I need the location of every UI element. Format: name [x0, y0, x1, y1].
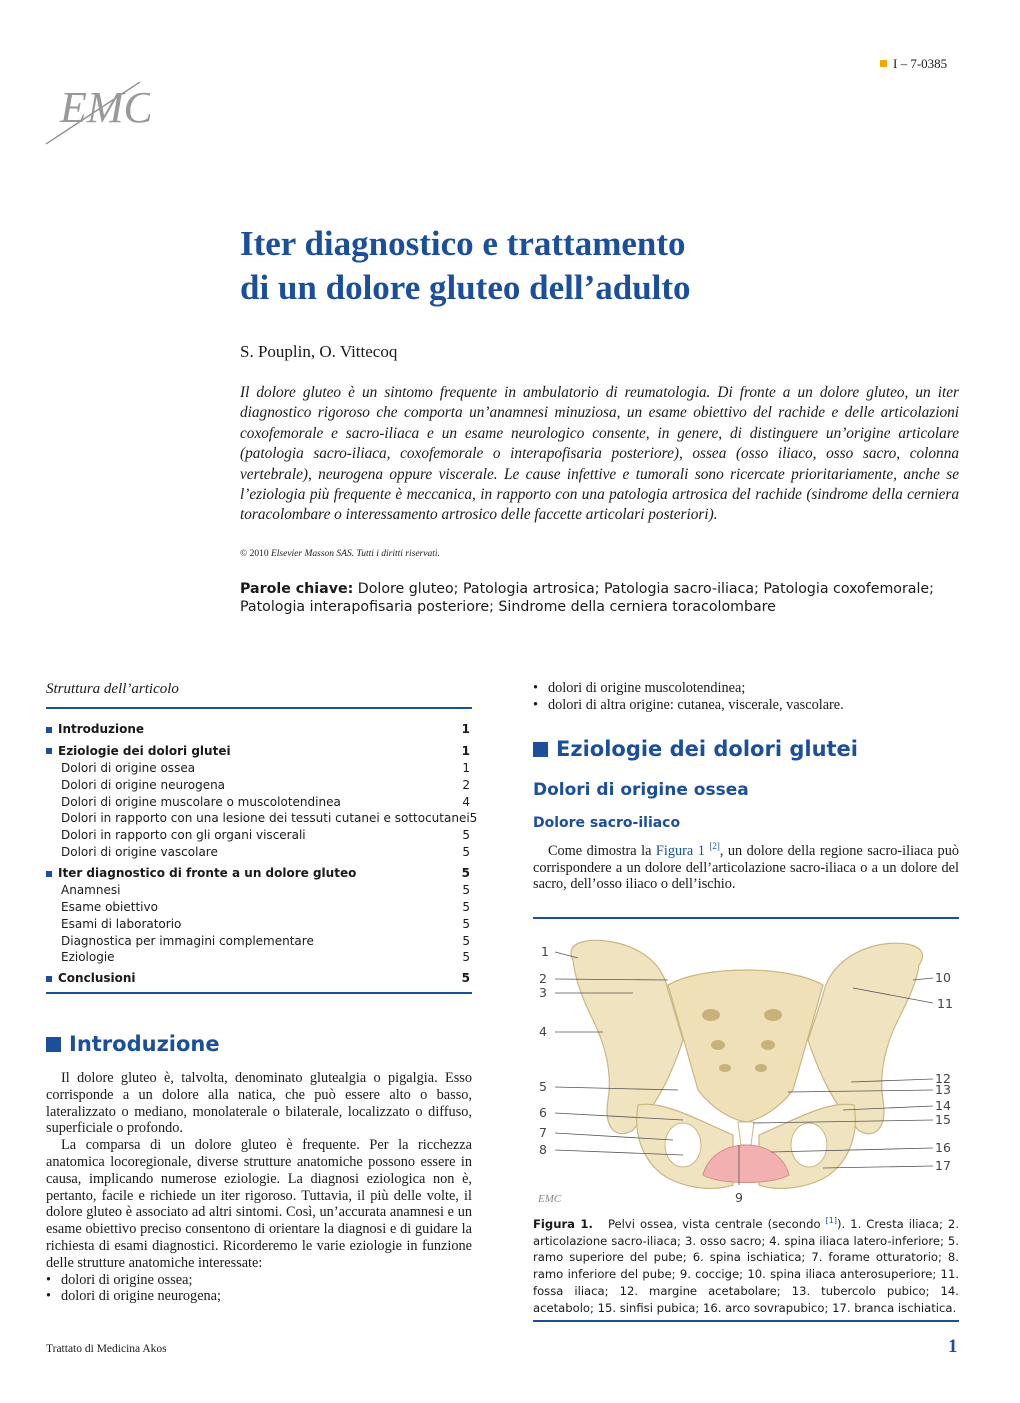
toc-item-label: Dolori di origine ossea: [61, 761, 196, 775]
bullet-list: [533, 680, 959, 714]
heading-square-icon: [46, 1037, 61, 1052]
figure-label: 4: [539, 1024, 547, 1039]
toc-item-page: 5: [469, 811, 478, 826]
toc-item[interactable]: [46, 865, 472, 883]
orange-square-icon: [880, 60, 887, 67]
toc-item-label: Introduzione: [46, 721, 144, 739]
toc-item-page: 5: [462, 883, 470, 898]
citation-link[interactable]: [1]: [825, 1216, 837, 1225]
toc-item-page: 2: [462, 777, 470, 792]
list-item: • dolori di origine ossea;: [46, 1272, 472, 1289]
toc-item[interactable]: [46, 949, 472, 966]
toc-item-page: 5: [462, 950, 470, 965]
toc-item-label: Anamnesi: [61, 883, 121, 898]
abstract: Il dolore gluteo è un sintomo frequente in ambulatorio di reumatologia. Di fronte a un dolore gluteo, un iter diagnostico rigoroso che comporta un’anamnesi minuziosa, un esame obiettivo del rachide e delle articolazioni coxofemorale e sacro-iliaca e un esame neurologico consente, in genere, di distinguere un’origine articolare (patologia sacro-iliaca, coxofemorale o interapofisaria posteriore), ossea (osso iliaco, osso sacro, colonna vertebrale), neurogena oppure viscerale. Le cause infettive e tumorali sono ricercate prioritariamente, anche se l’eziologia più frequente è meccanica, in rapporto con una patologia artrosica del rachide (sindrome della cerniera toracolombare o interessamento artrosico delle faccette articolari posteriori).: [240, 384, 959, 524]
figure-label: 10: [935, 970, 951, 985]
list-item: • dolori di altra origine: cutanea, viscerale, vascolare.: [533, 697, 959, 714]
figure-label: 2: [539, 971, 547, 986]
list-item: • dolori di origine muscolotendinea;: [533, 680, 959, 697]
toc-item[interactable]: [46, 882, 472, 899]
sacro-iliaco-body: [533, 838, 959, 893]
toc-title: Struttura dell’articolo: [46, 681, 179, 697]
page-number: 1: [948, 1336, 958, 1357]
toc-item-page: 5: [461, 865, 470, 880]
figure-label: 13: [935, 1082, 951, 1097]
figure-label: 17: [935, 1158, 951, 1173]
toc-item-label: Conclusioni: [46, 970, 136, 988]
toc-item[interactable]: [46, 721, 472, 739]
toc-item-page: 4: [462, 794, 470, 809]
toc-item[interactable]: [46, 743, 472, 761]
paragraph: Come dimostra la Figura 1 [2], un dolore della regione sacro-iliaca può corrispondere a un dolore dell’articolazione sacro-iliaca o a un dolore del sacro, dell’osso iliaco o dell’ischio.: [533, 841, 959, 893]
figure-label: 14: [935, 1098, 951, 1113]
section-heading-eziologie: Eziologie dei dolori glutei: [533, 737, 858, 761]
document-reference-code: I – 7-0385: [880, 56, 947, 72]
toc-item-page: 5: [462, 828, 470, 843]
toc-item-page: 5: [462, 900, 470, 915]
toc-item-label: Dolori in rapporto con una lesione dei tessuti cutanei e sottocutanei: [61, 811, 470, 826]
toc-item-page: 1: [461, 722, 470, 736]
subheading-ossea: Dolori di origine ossea: [533, 780, 749, 800]
paragraph: La comparsa di un dolore gluteo è frequente. Per la ricchezza anatomica locoregionale, diverse strutture anatomiche possono essere in causa, implicando numerose eziologie. La diagnosi eziologica non è, pertanto, facile e richiede un iter rigoroso. Tuttavia, il più delle volte, il dolore gluteo è associato ad altri sintomi. Così, un’accurata anamnesi e un esame obiettivo preciso consentono di orientare la diagnosi e di guidare la richiesta di esami diagnostici. Ricorderemo le varie eziologie in funzione delle strutture anatomiche interessate:: [46, 1137, 472, 1271]
toc-item-label: Dolori in rapporto con gli organi viscerali: [61, 828, 306, 843]
article-title: Iter diagnostico e trattamento di un dolore gluteo dell’adulto: [240, 224, 691, 307]
toc-item-label: Esame obiettivo: [61, 900, 158, 915]
toc-item-label: Diagnostica per immagini complementare: [61, 933, 314, 948]
figure-divider-top: [533, 917, 959, 919]
citation-link[interactable]: [2]: [709, 841, 720, 851]
figure-label: 12: [935, 1071, 951, 1086]
toc-item-page: 1: [461, 743, 470, 758]
figure-label: 8: [539, 1142, 547, 1157]
toc-item-label: Dolori di origine muscolare o muscolotendinea: [61, 794, 341, 809]
toc-item-label: Dolori di origine neurogena: [61, 777, 226, 792]
figure-label: 6: [539, 1105, 547, 1120]
toc-item-page: 5: [462, 916, 470, 931]
figure-link[interactable]: Figura 1: [655, 842, 705, 859]
toc-item-label: Dolori di origine vascolare: [61, 844, 218, 859]
toc-item-page: 5: [461, 971, 470, 986]
heading-square-icon: [533, 742, 548, 757]
toc-item[interactable]: [46, 777, 472, 794]
figure-label: 16: [935, 1140, 951, 1155]
copyright: © 2010 Elsevier Masson SAS. Tutti i diritti riservati.: [240, 549, 440, 559]
figure-caption: Figura 1. Pelvi ossea, vista centrale (secondo [1]). 1. Cresta iliaca; 2. articolazione sacro-iliaca; 3. osso sacro; 4. spina iliaca latero-inferiore; 5. ramo superiore del pube; 6. spina ischiatica; 7. forame otturatorio; 8. ramo inferiore del pube; 9. coccige; 10. spina iliaca anterosuperiore; 11. fossa iliaca; 12. margine acetabolare; 13. tubercolo pubico; 14. acetabolo; 15. sinfisi pubica; 16. arco sovrapubico; 17. branca ischiatica.: [533, 1216, 959, 1315]
figure-label: 5: [539, 1079, 547, 1094]
toc-divider-bottom: [46, 992, 472, 994]
toc-item[interactable]: [46, 899, 472, 916]
keywords: Parole chiave: Dolore gluteo; Patologia artrosica; Patologia sacro-iliaca; Patologia coxofemorale; Patologia interapofisaria posteriore; Sindrome della cerniera toracolombare: [240, 581, 934, 615]
authors: S. Pouplin, O. Vittecoq: [240, 342, 398, 361]
figure-label: 3: [539, 985, 547, 1000]
subsubheading-sacro-iliaco: Dolore sacro-iliaco: [533, 815, 681, 831]
section-heading-introduzione: Introduzione: [46, 1032, 220, 1056]
toc-item[interactable]: [46, 916, 472, 933]
toc-item[interactable]: [46, 970, 472, 988]
emc-logo: [40, 60, 150, 155]
toc-item[interactable]: [46, 827, 472, 844]
svg-text:EMC: EMC: [60, 83, 150, 132]
figure-label: 1: [541, 944, 549, 959]
figure-label: 11: [937, 996, 953, 1011]
toc-item[interactable]: [46, 810, 478, 827]
journal-name: Trattato di Medicina Akos: [46, 1343, 167, 1355]
toc-item-label: Iter diagnostico di fronte a un dolore gluteo: [46, 865, 356, 883]
figure-label: 15: [935, 1112, 951, 1127]
toc-item-label: Eziologie dei dolori glutei: [46, 743, 231, 761]
paragraph: Il dolore gluteo è, talvolta, denominato glutealgia o pigalgia. Esso corrisponde a un dolore alla natica, che può essere alto o basso, lateralizzato o mediano, monolaterale o bilaterale, localizzato o diffuso, superficiale o profondo.: [46, 1070, 472, 1137]
bullet-list: [46, 1272, 472, 1306]
toc-item[interactable]: [46, 760, 472, 777]
figure-divider-bottom: [533, 1320, 959, 1322]
table-of-contents: [46, 721, 478, 988]
toc-item-page: 1: [462, 761, 470, 775]
figure-label: 9: [735, 1190, 743, 1205]
toc-item-page: 5: [462, 844, 470, 859]
toc-divider-top: [46, 707, 472, 709]
pelvis-figure: [533, 930, 959, 1217]
toc-item-page: 5: [462, 933, 470, 948]
list-item: • dolori di origine neurogena;: [46, 1288, 472, 1305]
introduction-body: [46, 1070, 472, 1305]
toc-item[interactable]: [46, 794, 472, 811]
toc-item[interactable]: [46, 933, 472, 950]
toc-item[interactable]: [46, 844, 472, 861]
figure-logo-mark: EMC: [538, 1193, 562, 1205]
toc-item-label: Eziologie: [61, 950, 115, 965]
continued-list: [533, 680, 959, 714]
figure-label: 7: [539, 1125, 547, 1140]
toc-item-label: Esami di laboratorio: [61, 916, 182, 931]
